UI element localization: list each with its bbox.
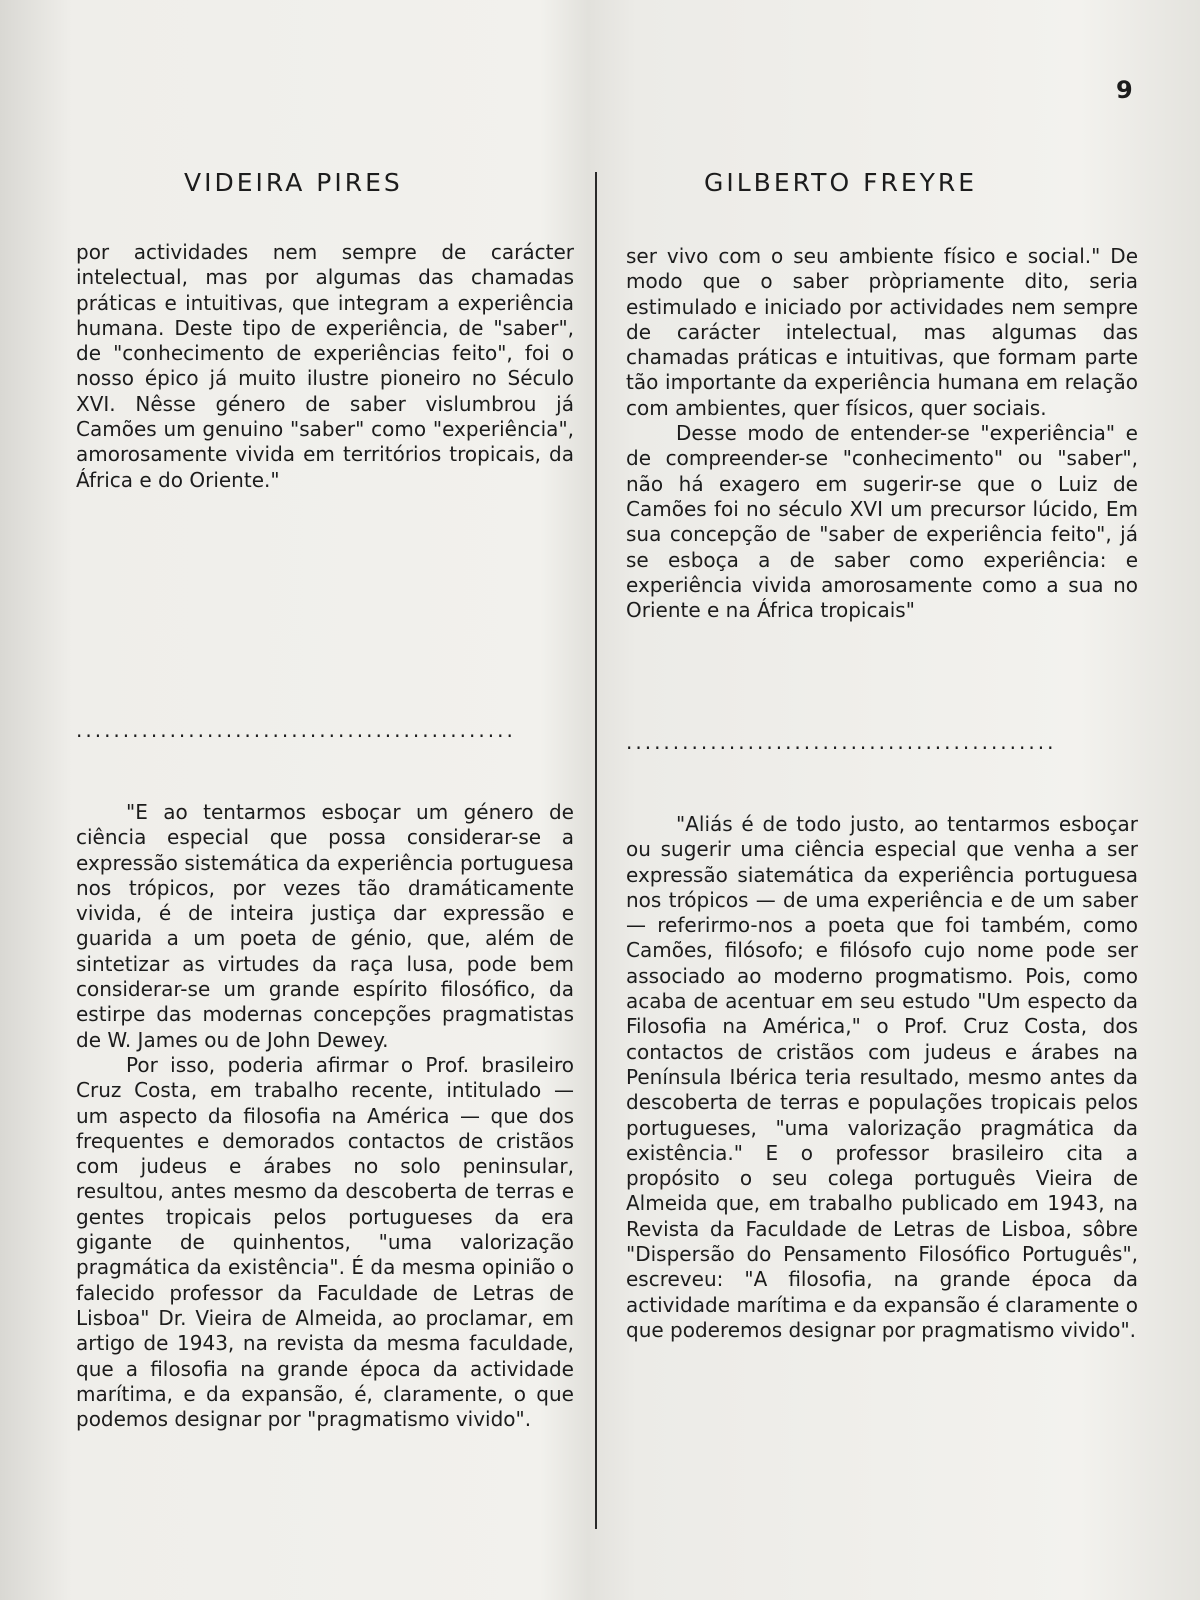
left-text-block-1 bbox=[76, 240, 574, 493]
right-paragraph-2: Desse modo de entender-se "experiência" e de compreender-se "conhecimento" ou "saber", não há exagero em sugerir-se que o Luiz de Camões foi no século XVI um precursor lúcido, Em sua concepção de "saber de experiência feito", já se esboça a de saber como experiência: e experiência vivida amorosamente como a sua no Oriente e na África tropicais" bbox=[626, 421, 1138, 623]
right-text-block-2 bbox=[626, 812, 1138, 1343]
column-divider bbox=[595, 172, 597, 1529]
left-paragraph-1: por actividades nem sempre de carácter intelectual, mas por algumas das chamadas práticas e intuitivas, que integram a experiência humana. Deste tipo de experiência, de "saber", de "conhecimento de experiências feito", foi o nosso épico já muito ilustre pioneiro no Século XVI. Nêsse género de saber vislumbrou já Camões um genuino "saber" como "experiência", amorosamente vivida em territórios tropicais, da África e do Oriente." bbox=[76, 240, 574, 492]
right-text-block-1 bbox=[626, 244, 1138, 623]
left-text-block-2 bbox=[76, 800, 574, 1432]
right-separator: .............................................. bbox=[626, 730, 1057, 754]
left-separator: ............................................... bbox=[76, 718, 516, 742]
right-column-author: GILBERTO FREYRE bbox=[704, 168, 978, 197]
page-number: 9 bbox=[1116, 76, 1133, 104]
right-paragraph-3: "Aliás é de todo justo, ao tentarmos esboçar ou sugerir uma ciência especial que venha a ser expressão siatemática da experiência portuguesa nos trópicos — de uma experiência e de um saber — referirmo-nos a poeta que foi também, como Camões, filósofo; e filósofo cujo nome pode ser associado ao moderno progmatismo. Pois, como acaba de acentuar em seu estudo "Um especto da Filosofia na América," o Prof. Cruz Costa, dos contactos de cristãos com judeus e árabes na Península Ibérica teria resultado, mesmo antes da descoberta de terras e populações tropicais pelos portugueses, "uma valorização pragmática da existência." E o professor brasileiro cita a propósito o seu colega português Vieira de Almeida que, em trabalho publicado em 1943, na Revista da Faculdade de Letras de Lisboa, sôbre "Dispersão do Pensamento Filosófico Português", escreveu: "A filosofia, na grande época da actividade marítima e da expansão é claramente o que poderemos designar por pragmatismo vivido". bbox=[626, 812, 1138, 1342]
right-paragraph-1: ser vivo com o seu ambiente físico e social." De modo que o saber pròpriamente dito, seria estimulado e iniciado por actividades nem sempre de carácter intelectual, mas algumas das chamadas práticas e intuitivas, que formam parte tão importante da experiência humana em relação com ambientes, quer físicos, quer sociais. bbox=[626, 244, 1138, 420]
left-paragraph-3: Por isso, poderia afirmar o Prof. brasileiro Cruz Costa, em trabalho recente, intitulado — um aspecto da filosofia na América — que dos frequentes e demorados contactos de cristãos com judeus e árabes no solo peninsular, resultou, antes mesmo da descoberta de terras e gentes tropicais pelos portugueses da era gigante de quinhentos, "uma valorização pragmática da existência". É da mesma opinião o falecido professor da Faculdade de Letras de Lisboa" Dr. Vieira de Almeida, ao proclamar, em artigo de 1943, na revista da mesma faculdade, que a filosofia na grande época da actividade marítima, e da expansão, é, claramente, o que podemos designar por "pragmatismo vivido". bbox=[76, 1052, 574, 1432]
left-column-author: VIDEIRA PIRES bbox=[184, 168, 403, 197]
left-paragraph-2: "E ao tentarmos esboçar um género de ciência especial que possa considerar-se a expressão sistemática da experiência portuguesa nos trópicos, por vezes tão dramáticamente vivida, é de inteira justiça dar expressão e guarida a um poeta de génio, que, além de sintetizar as virtudes da raça lusa, pode bem considerar-se um grande espírito filosófico, da estirpe das modernas concepções pragmatistas de W. James ou de John Dewey. bbox=[76, 800, 574, 1052]
